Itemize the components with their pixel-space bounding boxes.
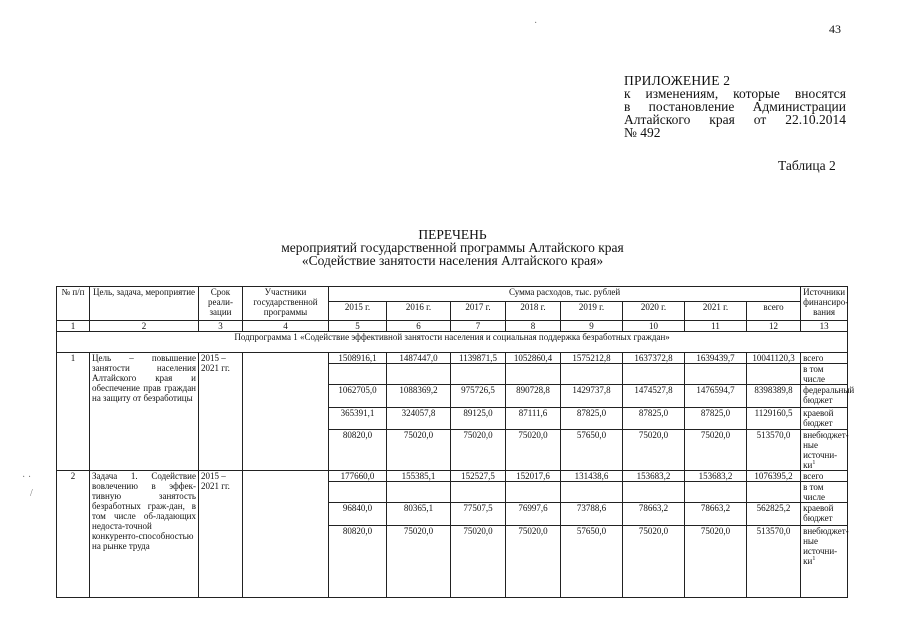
- column-number: 3: [199, 321, 243, 332]
- header-year: 2015 г.: [329, 302, 387, 321]
- amount-cell: 80820,0: [329, 430, 387, 471]
- amount-cell: 1076395,2: [747, 471, 801, 482]
- column-number: 7: [451, 321, 506, 332]
- page-number: 43: [829, 22, 841, 36]
- amount-cell: 87825,0: [623, 408, 685, 430]
- amount-cell: 155385,1: [387, 471, 451, 482]
- amount-cell: 57650,0: [561, 430, 623, 471]
- amount-cell: 890728,8: [506, 385, 561, 408]
- amount-cell: 75020,0: [506, 430, 561, 471]
- amount-cell: [561, 364, 623, 385]
- amount-cell: [387, 482, 451, 503]
- header-year: 2017 г.: [451, 302, 506, 321]
- amount-cell: 975726,5: [451, 385, 506, 408]
- column-number: 1: [57, 321, 90, 332]
- amount-cell: 8398389,8: [747, 385, 801, 408]
- header-year: 2020 г.: [623, 302, 685, 321]
- header-year: 2016 г.: [387, 302, 451, 321]
- amount-cell: 1062705,0: [329, 385, 387, 408]
- amount-cell: 1129160,5: [747, 408, 801, 430]
- table-row: [57, 353, 848, 364]
- amount-cell: 513570,0: [747, 526, 801, 598]
- header-num: № п/п: [57, 287, 90, 321]
- scan-speck: ·: [534, 18, 538, 29]
- row-description: Задача 1. Содействие вовлечению в эффек-тивную занятость безработных граж-дан, в том числе об-ладающих недоста-точной конкуренто-способностью на рынке труда: [90, 471, 199, 598]
- amount-cell: 1474527,8: [623, 385, 685, 408]
- row-number: 1: [57, 353, 90, 471]
- amount-cell: 10041120,3: [747, 353, 801, 364]
- row-period: 2015 – 2021 гг.: [199, 353, 243, 471]
- amount-cell: [451, 364, 506, 385]
- title-line: ПЕРЕЧЕНЬ: [418, 227, 487, 242]
- scan-speck: /: [30, 488, 33, 499]
- row-number: 2: [57, 471, 90, 598]
- amount-cell: 75020,0: [685, 430, 747, 471]
- column-number: 11: [685, 321, 747, 332]
- amount-cell: 131438,6: [561, 471, 623, 482]
- amount-cell: 87825,0: [685, 408, 747, 430]
- header-year: 2019 г.: [561, 302, 623, 321]
- row-participants: [243, 353, 329, 471]
- header-year: 2018 г.: [506, 302, 561, 321]
- amount-cell: 75020,0: [623, 526, 685, 598]
- header-year: 2021 г.: [685, 302, 747, 321]
- header-year: всего: [747, 302, 801, 321]
- document-title: [200, 228, 705, 267]
- column-number: 6: [387, 321, 451, 332]
- scan-speck: · ·: [22, 472, 32, 483]
- amount-cell: [329, 482, 387, 503]
- amount-cell: 365391,1: [329, 408, 387, 430]
- appendix-line: к изменениям, которые вносятся: [624, 86, 846, 101]
- amount-cell: 1476594,7: [685, 385, 747, 408]
- amount-cell: 75020,0: [387, 526, 451, 598]
- amount-cell: 513570,0: [747, 430, 801, 471]
- amount-cell: 77507,5: [451, 503, 506, 526]
- funding-source: в том числе: [801, 482, 848, 503]
- funding-source: всего: [801, 353, 848, 364]
- subprogram-row: [57, 332, 848, 353]
- row-participants: [243, 471, 329, 598]
- amount-cell: 1052860,4: [506, 353, 561, 364]
- amount-cell: 152017,6: [506, 471, 561, 482]
- row-description: Цель – повышение занятости населения Алтайского края и обеспечение прав граждан на защиту от безработицы: [90, 353, 199, 471]
- appendix-line: № 492: [624, 125, 661, 140]
- amount-cell: 76997,6: [506, 503, 561, 526]
- header-sum: Сумма расходов, тыс. рублей: [329, 287, 801, 302]
- amount-cell: 75020,0: [506, 526, 561, 598]
- header-period: Срок реали-зации: [199, 287, 243, 321]
- amount-cell: 1575212,8: [561, 353, 623, 364]
- appendix-line: Алтайского края от 22.10.2014: [624, 112, 846, 127]
- amount-cell: 75020,0: [451, 526, 506, 598]
- header-goal: Цель, задача, мероприятие: [90, 287, 199, 321]
- amount-cell: 75020,0: [685, 526, 747, 598]
- amount-cell: [685, 482, 747, 503]
- column-number: 12: [747, 321, 801, 332]
- amount-cell: 1637372,8: [623, 353, 685, 364]
- amount-cell: [506, 364, 561, 385]
- amount-cell: 1508916,1: [329, 353, 387, 364]
- amount-cell: 1639439,7: [685, 353, 747, 364]
- column-number: 9: [561, 321, 623, 332]
- title-line: мероприятий государственной программы Алтайского края: [281, 240, 624, 255]
- column-number: 8: [506, 321, 561, 332]
- amount-cell: 1429737,8: [561, 385, 623, 408]
- amount-cell: 87111,6: [506, 408, 561, 430]
- funding-source: краевой бюджет: [801, 503, 848, 526]
- funding-source: внебюджет-ные источни-$ки^1$: [801, 526, 848, 598]
- amount-cell: 152527,5: [451, 471, 506, 482]
- table-header-row: [57, 287, 848, 302]
- column-number: 4: [243, 321, 329, 332]
- footnote-mark: 1: [812, 556, 816, 562]
- table-label: Таблица 2: [778, 158, 836, 173]
- funding-source: внебюджет-ные источни-$ки^1$: [801, 430, 848, 471]
- amount-cell: 89125,0: [451, 408, 506, 430]
- table-body: [57, 353, 855, 598]
- amount-cell: 80820,0: [329, 526, 387, 598]
- amount-cell: 562825,2: [747, 503, 801, 526]
- amount-cell: 153683,2: [685, 471, 747, 482]
- amount-cell: 1088369,2: [387, 385, 451, 408]
- appendix-block: [624, 74, 846, 139]
- amount-cell: 75020,0: [623, 430, 685, 471]
- appendix-line: в постановление Администрации: [624, 99, 846, 114]
- amount-cell: 75020,0: [451, 430, 506, 471]
- measures-table: [56, 286, 855, 598]
- column-number: 13: [801, 321, 848, 332]
- amount-cell: 78663,2: [623, 503, 685, 526]
- title-line: «Содействие занятости населения Алтайского края»: [301, 253, 604, 268]
- amount-cell: 80365,1: [387, 503, 451, 526]
- funding-source: федеральный бюджет: [801, 385, 848, 408]
- amount-cell: [685, 364, 747, 385]
- amount-cell: [747, 482, 801, 503]
- amount-cell: [387, 364, 451, 385]
- amount-cell: 177660,0: [329, 471, 387, 482]
- row-period: 2015 – 2021 гг.: [199, 471, 243, 598]
- amount-cell: 87825,0: [561, 408, 623, 430]
- column-number: 10: [623, 321, 685, 332]
- amount-cell: 324057,8: [387, 408, 451, 430]
- amount-cell: 78663,2: [685, 503, 747, 526]
- amount-cell: [623, 482, 685, 503]
- column-number: 5: [329, 321, 387, 332]
- amount-cell: 75020,0: [387, 430, 451, 471]
- table-row: [57, 471, 848, 482]
- amount-cell: [451, 482, 506, 503]
- amount-cell: [747, 364, 801, 385]
- header-sources: Источники финансиро-вания: [801, 287, 848, 321]
- funding-source: в том числе: [801, 364, 848, 385]
- amount-cell: 57650,0: [561, 526, 623, 598]
- amount-cell: 1139871,5: [451, 353, 506, 364]
- funding-source: всего: [801, 471, 848, 482]
- amount-cell: [329, 364, 387, 385]
- footnote-mark: 1: [812, 460, 816, 466]
- amount-cell: 153683,2: [623, 471, 685, 482]
- appendix-title: ПРИЛОЖЕНИЕ 2: [624, 73, 731, 88]
- funding-source: краевой бюджет: [801, 408, 848, 430]
- column-number-row: [57, 321, 848, 332]
- amount-cell: 73788,6: [561, 503, 623, 526]
- amount-cell: 1487447,0: [387, 353, 451, 364]
- column-number: 2: [90, 321, 199, 332]
- header-participants: Участники государственной программы: [243, 287, 329, 321]
- amount-cell: [561, 482, 623, 503]
- subprogram-title: Подпрограмма 1 «Содействие эффективной занятости населения и социальная поддержка безработных граждан»: [57, 332, 848, 353]
- amount-cell: [623, 364, 685, 385]
- amount-cell: [506, 482, 561, 503]
- amount-cell: 96840,0: [329, 503, 387, 526]
